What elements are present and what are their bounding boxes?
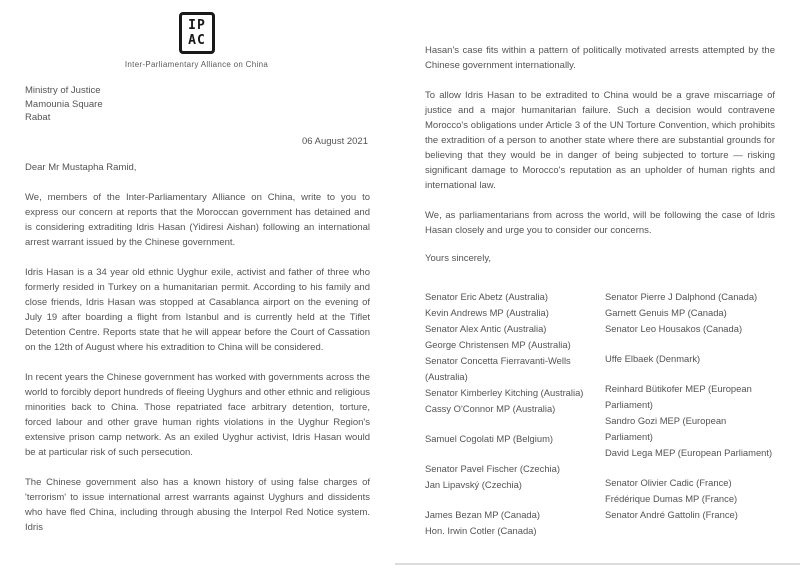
- paragraph-deportations: In recent years the Chinese government has worked with governments across the world to forcibly deport hundreds of fleeing Uyghurs and other ethnic and religious minorities back to China. Those repatriated face arbitrary detention, torture, forced labour and other grave human rights violations in the Uyghur Region's extensive prison camp network. As an exiled Uyghur activist, Idris Hasan would be at particular risk of such persecution.: [25, 371, 370, 458]
- letter-page-2: [400, 0, 800, 570]
- closing-salutation: Yours sincerely,: [425, 253, 492, 264]
- signatory: Senator Concetta Fierravanti-Wells (Australia): [425, 355, 571, 382]
- signatory: Senator Kimberley Kitching (Australia): [425, 387, 584, 398]
- signatory: Cassy O'Connor MP (Australia): [425, 403, 556, 414]
- signatory: David Lega MEP (European Parliament): [605, 447, 773, 458]
- address-line-ministry: Ministry of Justice: [25, 85, 101, 96]
- signatory-group-belgium: [425, 431, 595, 447]
- address-line-square: Mamounia Square: [25, 98, 103, 110]
- salutation: Dear Mr Mustapha Ramid,: [25, 161, 137, 173]
- paragraph-pattern: Hasan's case fits within a pattern of politically motivated arrests attempted by the Chinese government internationally.: [425, 45, 775, 71]
- signatory-group-denmark: [605, 351, 775, 367]
- recipient-address: [25, 84, 370, 125]
- ipac-logo-text-bottom: AC: [188, 33, 206, 48]
- signatory: Samuel Cogolati MP (Belgium): [425, 433, 554, 444]
- letter-date: 06 August 2021: [301, 135, 368, 147]
- signatory: Uffe Elbaek (Denmark): [605, 353, 701, 364]
- paragraph-false-charges: The Chinese government also has a known history of using false charges of 'terrorism' to issue international arrest warrants against Uyghurs and dissidents who have fled China, including through abusing the Interpol Red Notice system. Idris: [25, 476, 370, 533]
- page-bottom-edge: [395, 563, 800, 565]
- signatory: Jan Lipavský (Czechia): [425, 479, 522, 490]
- address-line-city: Rabat: [25, 112, 51, 123]
- signatory: Garnett Genuis MP (Canada): [605, 307, 727, 318]
- paragraph-intro: We, members of the Inter-Parliamentary Alliance on China, write to you to express our concern at reports that the Moroccan government has detained and is considering extraditing Idris Hasan (Yidiresi Aishan) following an international arrest warrant issued by the Chinese government.: [25, 191, 370, 248]
- signatory: Senator André Gattolin (France): [605, 509, 738, 520]
- signatory: George Christensen MP (Australia): [425, 339, 571, 350]
- signatory: Senator Olivier Cadic (France): [605, 477, 732, 488]
- ipac-logo: [179, 12, 215, 54]
- signatory: Senator Alex Antic (Australia): [425, 323, 547, 334]
- signatory-group-canada-2: [605, 289, 775, 337]
- paragraph-torture-convention: To allow Idris Hasan to be extradited to China would be a grave miscarriage of justice and a major humanitarian failure. Such a decision would contravene Morocco's obligations under Article 3 of the UN Torture Convention, which prohibits the extradition of a person to another state where there are substantial grounds for believing that they would be in danger of being subjected to torture — risking significant damage to Morocco's reputation as an upholder of human rights and international law.: [425, 90, 775, 191]
- ipac-logo-text-top: IP: [188, 18, 206, 33]
- signatory-group-france: [605, 475, 775, 523]
- signatories-column-2: [605, 289, 775, 553]
- signatory: Frédérique Dumas MP (France): [605, 493, 738, 504]
- signatory-group-european-parliament: [605, 381, 775, 461]
- signatory: Senator Leo Housakos (Canada): [605, 323, 743, 334]
- signatory: Senator Eric Abetz (Australia): [425, 291, 548, 302]
- signatory: Sandro Gozi MEP (European Parliament): [605, 415, 727, 442]
- signatory: Kevin Andrews MP (Australia): [425, 307, 549, 318]
- letterhead: [25, 12, 368, 69]
- paragraph-following-case: We, as parliamentarians from across the world, will be following the case of Idris Hasan closely and urge you to consider our concerns.: [425, 210, 775, 236]
- signatory-group-australia: [425, 289, 595, 417]
- signatory: Senator Pavel Fischer (Czechia): [425, 463, 560, 474]
- signatory-group-czechia: [425, 461, 595, 493]
- paragraph-background: Idris Hasan is a 34 year old ethnic Uyghur exile, activist and father of three who formerly resided in Turkey on a humanitarian permit. According to his family and close friends, Idris Hasan was stopped at Casablanca airport on the evening of July 19 after boarding a flight from Istanbul and is currently held at the Tiflet Detention Centre. Reports state that he will appear before the Court of Cassation on the 12th of August where his extradition to China will be considered.: [25, 266, 370, 353]
- signatories-column-1: [425, 289, 595, 553]
- signatory-group-canada-1: [425, 507, 595, 539]
- org-name: Inter-Parliamentary Alliance on China: [124, 60, 269, 69]
- signatory: Hon. Irwin Cotler (Canada): [425, 525, 537, 536]
- signatory: Senator Pierre J Dalphond (Canada): [605, 291, 758, 302]
- signatories: [425, 289, 775, 553]
- signatory: James Bezan MP (Canada): [425, 509, 540, 520]
- signatory: Reinhard Bütikofer MEP (European Parliament): [605, 383, 752, 410]
